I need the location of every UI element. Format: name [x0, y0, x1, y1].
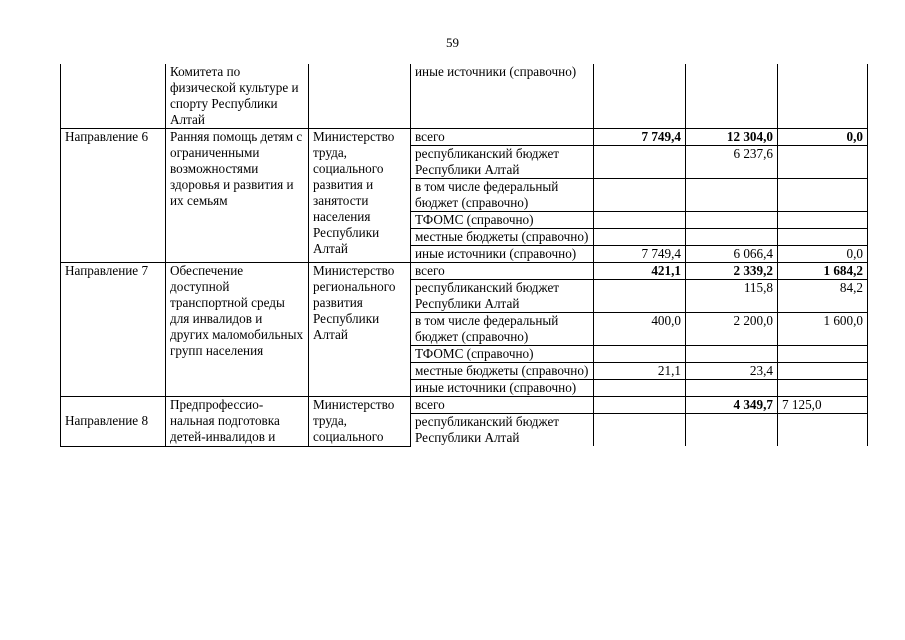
value-cell: 0,0 [778, 246, 868, 263]
value-cell: 1 684,2 [778, 263, 868, 280]
value-cell [594, 397, 686, 414]
value-cell [778, 212, 868, 229]
funding-source-cell: иные источники (справочно) [411, 246, 594, 263]
direction-name-cell [61, 64, 166, 129]
value-cell: 6 066,4 [686, 246, 778, 263]
program-name-cell: Ранняя помощь детям с ограниченными возможностями здоровья и развития и их семьям [166, 129, 309, 263]
value-cell [778, 64, 868, 129]
value-cell [686, 414, 778, 447]
value-cell: 421,1 [594, 263, 686, 280]
funding-source-cell: всего [411, 129, 594, 146]
program-name-cell: Комитета по физической культуре и спорту Республики Алтай [166, 64, 309, 129]
value-cell [594, 229, 686, 246]
executor-cell [309, 64, 411, 129]
value-cell: 7 749,4 [594, 129, 686, 146]
table-row [61, 263, 868, 280]
table-row [61, 397, 868, 414]
value-cell [778, 179, 868, 212]
value-cell: 6 237,6 [686, 146, 778, 179]
value-cell [594, 280, 686, 313]
table-row [61, 129, 868, 146]
value-cell: 7 125,0 [778, 397, 868, 414]
value-cell: 23,4 [686, 363, 778, 380]
funding-source-cell: местные бюджеты (справочно) [411, 363, 594, 380]
executor-cell: Министерство регионального развития Республики Алтай [309, 263, 411, 397]
value-cell: 1 600,0 [778, 313, 868, 346]
value-cell [778, 229, 868, 246]
executor-cell: Министерство труда, социального [309, 397, 411, 447]
value-cell [778, 346, 868, 363]
value-cell: 2 339,2 [686, 263, 778, 280]
funding-source-cell: иные источники (справочно) [411, 380, 594, 397]
direction-name-cell: Направление 7 [61, 263, 166, 397]
value-cell: 0,0 [778, 129, 868, 146]
value-cell [686, 229, 778, 246]
table-row [61, 64, 868, 129]
value-cell: 21,1 [594, 363, 686, 380]
value-cell [778, 146, 868, 179]
value-cell [686, 64, 778, 129]
value-cell [686, 179, 778, 212]
value-cell: 2 200,0 [686, 313, 778, 346]
value-cell: 4 349,7 [686, 397, 778, 414]
value-cell [594, 414, 686, 447]
funding-source-cell: республиканский бюджет Республики Алтай [411, 146, 594, 179]
funding-source-cell: республиканский бюджет Республики Алтай [411, 414, 594, 447]
funding-source-cell: ТФОМС (справочно) [411, 346, 594, 363]
funding-source-cell: иные источники (справочно) [411, 64, 594, 129]
value-cell [686, 346, 778, 363]
value-cell: 84,2 [778, 280, 868, 313]
funding-source-cell: местные бюджеты (справочно) [411, 229, 594, 246]
funding-source-cell: ТФОМС (справочно) [411, 212, 594, 229]
funding-source-cell: в том числе федеральный бюджет (справочно) [411, 179, 594, 212]
direction-name-cell: Направление 6 [61, 129, 166, 263]
value-cell [778, 414, 868, 447]
value-cell [686, 212, 778, 229]
funding-source-cell: в том числе федеральный бюджет (справочно) [411, 313, 594, 346]
value-cell [686, 380, 778, 397]
value-cell: 115,8 [686, 280, 778, 313]
funding-source-cell: республиканский бюджет Республики Алтай [411, 280, 594, 313]
direction-name-cell: Направление 8 [61, 397, 166, 447]
value-cell: 400,0 [594, 313, 686, 346]
value-cell: 7 749,4 [594, 246, 686, 263]
program-name-cell: Предпрофессио-нальная подготовка детей-инвалидов и [166, 397, 309, 447]
budget-table [60, 64, 868, 447]
value-cell [594, 212, 686, 229]
value-cell [594, 64, 686, 129]
value-cell [594, 380, 686, 397]
executor-cell: Министерство труда, социального развития и занятости населения Республики Алтай [309, 129, 411, 263]
value-cell [594, 179, 686, 212]
page-number: 59 [446, 35, 459, 50]
value-cell [778, 363, 868, 380]
value-cell [594, 146, 686, 179]
value-cell [594, 346, 686, 363]
program-name-cell: Обеспечение доступной транспортной среды для инвалидов и других маломобильных групп населения [166, 263, 309, 397]
value-cell [778, 380, 868, 397]
funding-source-cell: всего [411, 397, 594, 414]
value-cell: 12 304,0 [686, 129, 778, 146]
funding-source-cell: всего [411, 263, 594, 280]
